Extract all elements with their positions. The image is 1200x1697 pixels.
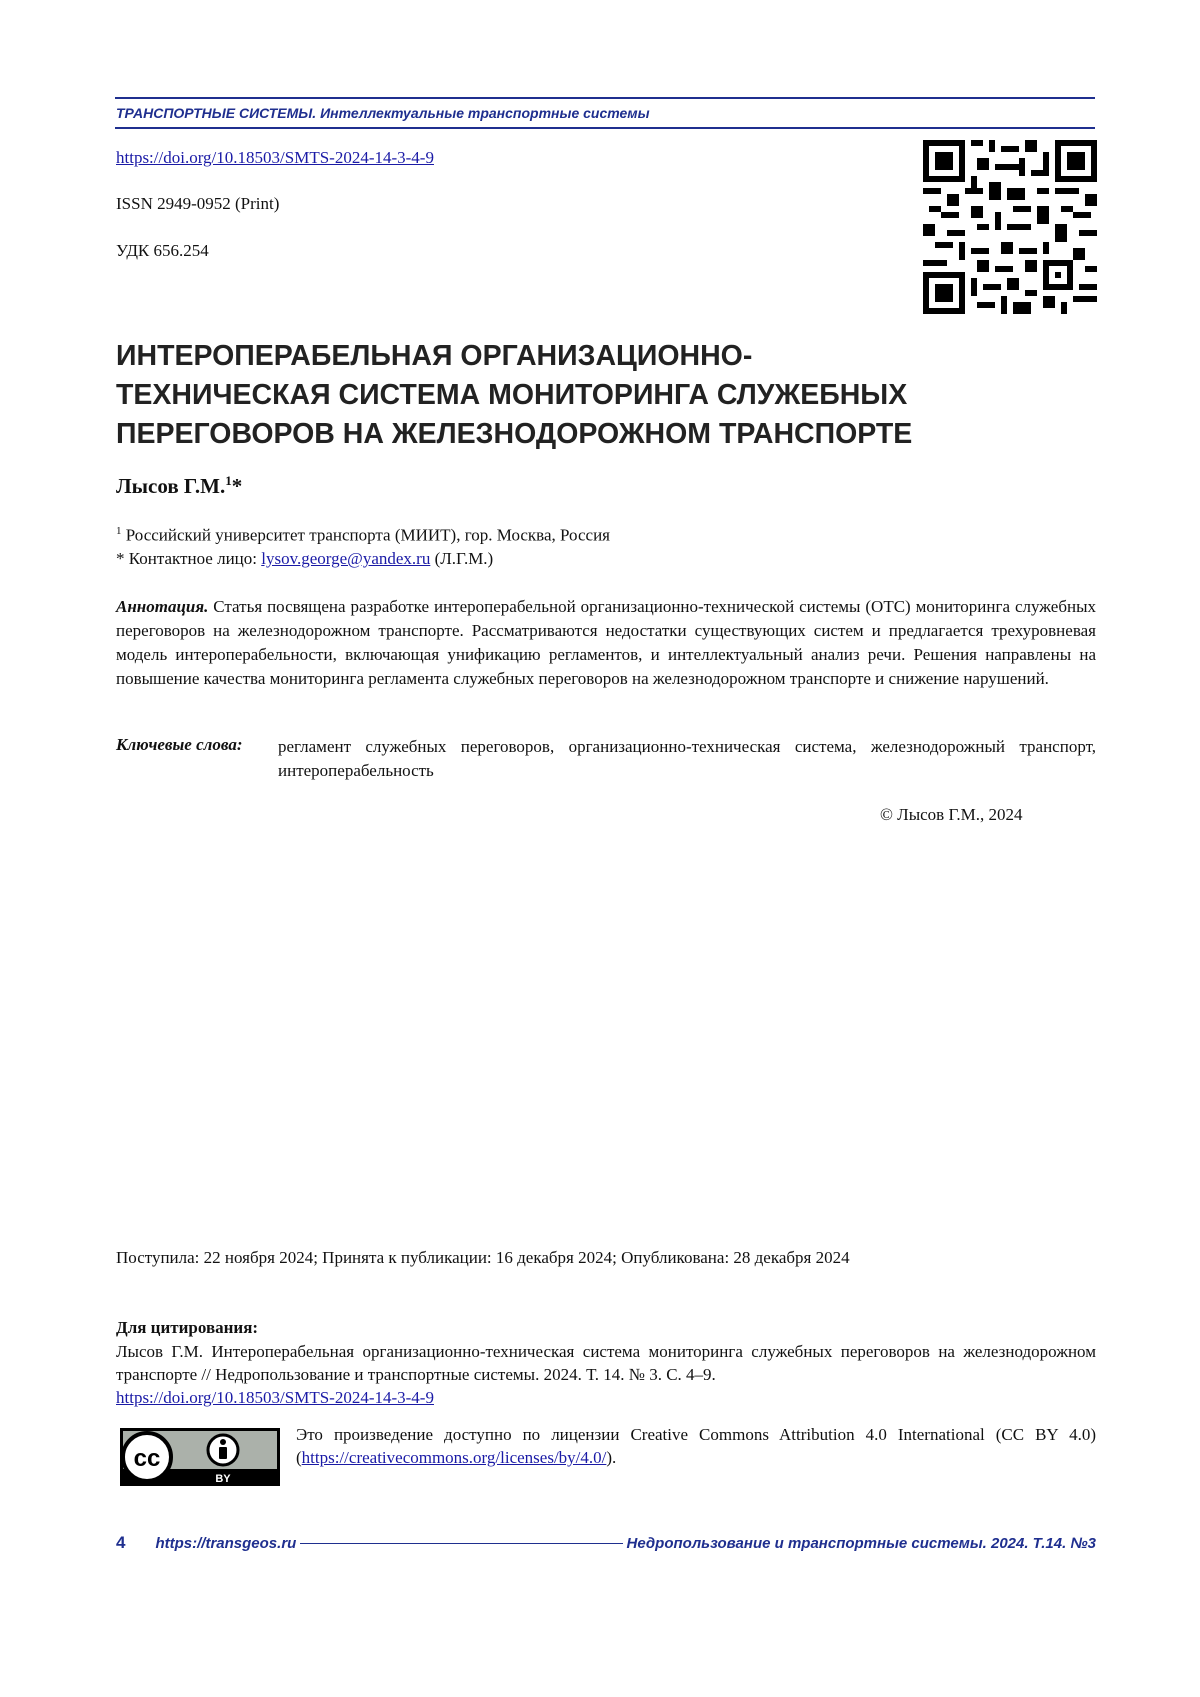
author: Лысов Г.М.$^1$* [116,473,243,498]
citation-label: Для цитирования: [116,1318,259,1337]
doi-link[interactable]: https://doi.org/10.18503/SMTS-2024-14-3-4-9 [116,148,434,167]
abstract-text: Статья посвящена разработке интероперабельной организационно-технической системы (ОТС) мониторинга служебных переговоров на железнодорожном транспорте. Рассматриваются недостатки существующих систем и предлагается трехуровневая модель интероперабельности, включающая унификацию регламентов, и интеллектуальный анализ речи. Решения направлены на повышение качества мониторинга регламента служебных переговоров на железнодорожном транспорте и снижение нарушений. [116,597,1096,688]
journal-footer: Недропользование и транспортные системы. 2024. Т.14. №3 [626,1534,1096,1552]
email-link[interactable]: lysov.george@yandex.ru [261,549,431,568]
copyright: © Лысов Г.М., 2024 [880,805,1023,824]
article-title [116,337,1096,454]
site-link[interactable]: https://transgeos.ru [155,1534,297,1552]
affiliation: $^1$ Российский университет транспорта (МИИТ), гор. Москва, Россия [116,525,610,545]
citation-doi-link[interactable]: https://doi.org/10.18503/SMTS-2024-14-3-4-9 [116,1388,434,1407]
abstract-label: Аннотация. [116,597,209,616]
title-line: ПЕРЕГОВОРОВ НА ЖЕЛЕЗНОДОРОЖНОМ ТРАНСПОРТЕ [116,418,913,450]
citation: Лысов Г.М. Интероперабельная организационно-техническая система мониторинга служебных переговоров на железнодорожном транспорте // Недропользование и транспортные системы. 2024. Т. 14. № 3. С. 4–9. https://doi.org/10.18503/SMTS-2024-14-3-4-9 [116,1342,1096,1407]
page-footer [116,1532,1096,1554]
cc-by-license-icon[interactable] [120,1428,280,1486]
issn: ISSN 2949-0952 (Print) [116,194,280,213]
svg-text:cc: cc [133,1445,161,1472]
footer-rule [300,1543,622,1544]
keywords-label: Ключевые слова: [116,735,243,754]
qr-code-icon [923,140,1097,314]
keywords-text: регламент служебных переговоров, организационно-техническая система, железнодорожный транспорт, интероперабельность [278,737,1096,780]
title-line: ИНТЕРОПЕРАБЕЛЬНАЯ ОРГАНИЗАЦИОННО- [116,340,753,372]
license-link[interactable]: https://creativecommons.org/licenses/by/4.0/ [301,1448,607,1467]
page-number: 4 [116,1533,126,1552]
udk: УДК 656.254 [116,241,209,260]
contact: * Контактное лицо: lysov.george@yandex.ru (Л.Г.М.) [116,549,494,568]
license-text: Это произведение доступно по лицензии Creative Commons Attribution 4.0 International (CC BY 4.0) (https://creativecommons.org/licenses/by/4.0/). [296,1425,1096,1467]
journal-section: ТРАНСПОРТНЫЕ СИСТЕМЫ. Интеллектуальные транспортные системы [116,105,650,121]
publication-dates: Поступила: 22 ноября 2024; Принята к публикации: 16 декабря 2024; Опубликована: 28 декабря 2024 [116,1248,850,1267]
cc-badge-text: BY [215,1473,231,1485]
abstract [116,595,1096,691]
title-line: ТЕХНИЧЕСКАЯ СИСТЕМА МОНИТОРИНГА СЛУЖЕБНЫХ [116,379,908,411]
